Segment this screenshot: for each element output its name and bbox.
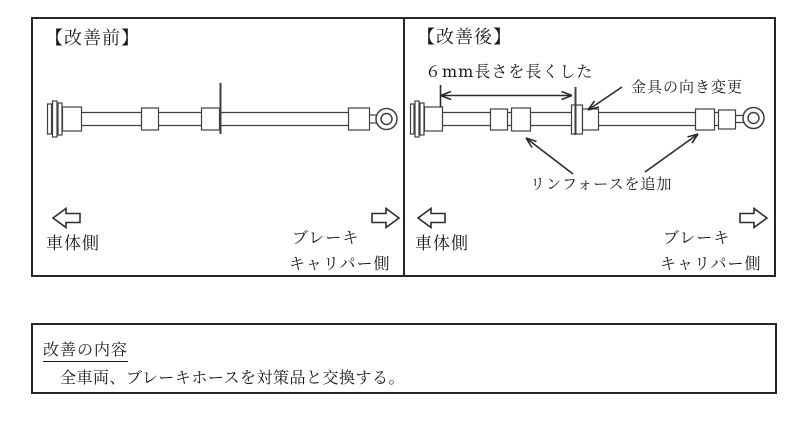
bracket-collar — [572, 105, 583, 134]
hose-collar-3 — [583, 109, 599, 130]
reinforce-note-label: リンフォースを追加 — [530, 175, 673, 193]
improvement-summary-box — [31, 323, 777, 394]
body-side-label: 車体側 — [46, 234, 100, 254]
panel-after-improvement — [403, 19, 774, 275]
hose-collar-2 — [202, 108, 220, 130]
caliper-side-label-line1: ブレーキ — [663, 228, 731, 247]
body-side-arrow-icon — [53, 209, 80, 228]
reinforce-collar-2 — [512, 108, 531, 131]
banjo-eyelet-ring-icon — [743, 108, 764, 129]
caliper-side-label-line2: キャリパー側 — [660, 254, 762, 273]
panel-title-before: 【改善前】 — [45, 28, 140, 49]
hose-left-fitting — [63, 107, 82, 131]
banjo-eyelet-ring-icon — [376, 109, 397, 130]
panel-before-improvement — [33, 19, 403, 275]
reinforce-collar-right — [696, 109, 715, 130]
hose-end-bolt-ridges-icon — [411, 101, 425, 137]
length-dimension-arrow-icon — [441, 85, 573, 107]
hose-right-fitting — [719, 110, 736, 129]
reinforce-annotation-arrow-left-icon — [526, 138, 573, 174]
caliper-side-label-line2: キャリパー側 — [289, 254, 391, 273]
body-side-label: 車体側 — [415, 234, 469, 254]
hose-collar-1 — [142, 108, 159, 130]
caliper-side-arrow-icon — [372, 209, 399, 228]
summary-heading: 改善の内容 — [43, 337, 128, 362]
hose-end-bolt-ridges-icon — [48, 101, 63, 137]
panel-title-after: 【改善後】 — [417, 27, 512, 48]
hose-left-fitting — [425, 107, 443, 131]
fitting-annotation-arrow-icon — [588, 87, 622, 110]
summary-body: 全車両、ブレーキホースを対策品と交換する。 — [60, 368, 406, 387]
fitting-note-label: 金具の向き変更 — [631, 78, 744, 96]
hose-right-fitting — [349, 108, 370, 130]
length-note-label: ６mm長さを長くした — [425, 62, 594, 81]
comparison-figure-box — [31, 17, 776, 277]
reinforce-annotation-arrow-right-icon — [645, 134, 698, 172]
caliper-side-arrow-icon — [740, 209, 767, 228]
reinforce-collar-1 — [491, 109, 508, 130]
body-side-arrow-icon — [418, 209, 445, 228]
caliper-side-label-line1: ブレーキ — [292, 228, 360, 247]
